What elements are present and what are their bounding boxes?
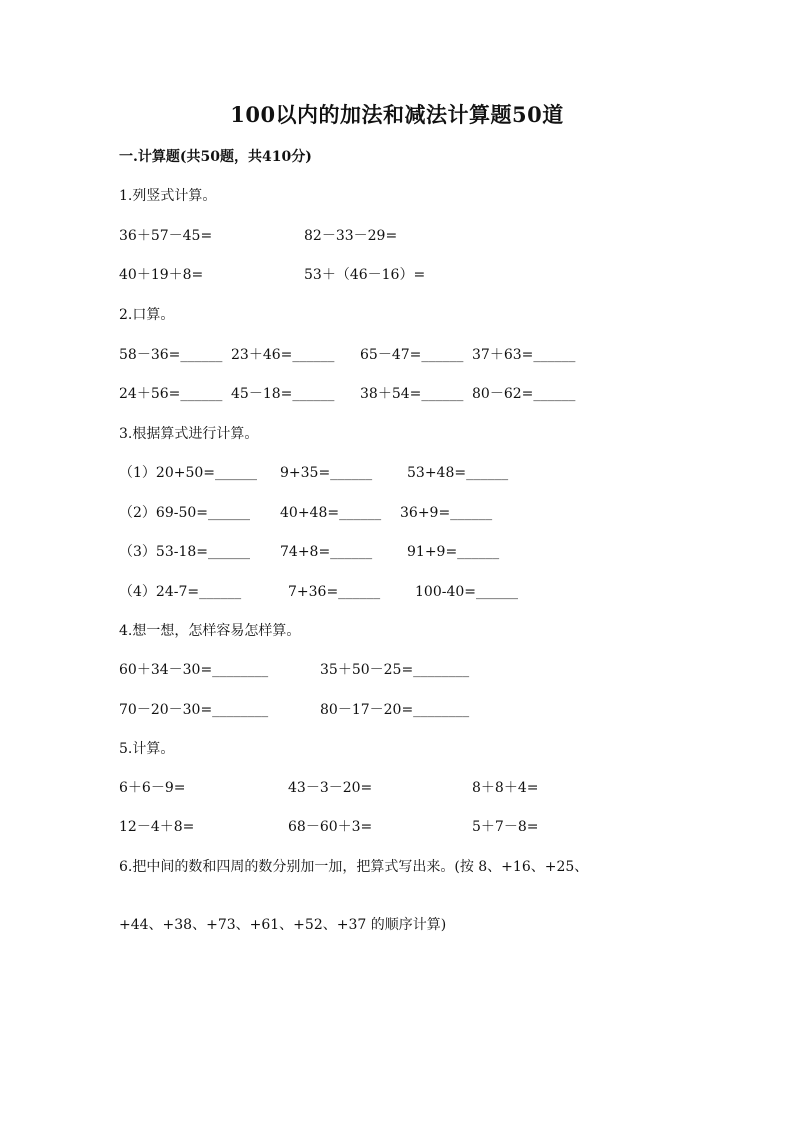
q4-item: 60＋34－30=________ bbox=[119, 662, 269, 678]
q3-item: 91+9=______ bbox=[407, 544, 500, 560]
q2-item: 24＋56=______ bbox=[119, 386, 223, 402]
q2-item: 80－62=______ bbox=[472, 386, 576, 402]
q3-item: 74+8=______ bbox=[280, 544, 373, 560]
q5-item: 8＋8＋4= bbox=[472, 780, 539, 796]
q1-item: 53＋（46－16）= bbox=[304, 267, 426, 283]
q1-item: 36＋57－45= bbox=[119, 228, 213, 244]
question-6-continuation: +44、+38、+73、+61、+52、+37 的顺序计算) bbox=[119, 917, 447, 933]
q2-item: 37＋63=______ bbox=[472, 347, 576, 363]
q5-item: 5＋7－8= bbox=[472, 819, 539, 835]
page-title: 100以内的加法和减法计算题50道 bbox=[230, 102, 564, 127]
q5-item: 6＋6－9= bbox=[119, 780, 186, 796]
q2-item: 38＋54=______ bbox=[360, 386, 464, 402]
question-6-title: 6.把中间的数和四周的数分别加一加，把算式写出来。(按 8、+16、+25、 bbox=[119, 859, 589, 875]
q3-item: （2）69-50=______ bbox=[119, 505, 250, 521]
q3-item: 36+9=______ bbox=[400, 505, 493, 521]
q2-item: 65－47=______ bbox=[360, 347, 464, 363]
q3-item: （1）20+50=______ bbox=[119, 465, 257, 481]
question-2-title: 2.口算。 bbox=[119, 307, 175, 323]
q2-item: 45－18=______ bbox=[231, 386, 335, 402]
q1-item: 40＋19＋8= bbox=[119, 267, 204, 283]
q3-item: 7+36=______ bbox=[288, 584, 381, 600]
q3-item: 100-40=______ bbox=[415, 584, 518, 600]
question-5-title: 5.计算。 bbox=[119, 741, 175, 757]
section-heading: 一.计算题(共50题，共410分) bbox=[119, 149, 312, 165]
q2-item: 58－36=______ bbox=[119, 347, 223, 363]
q3-item: （3）53-18=______ bbox=[119, 544, 250, 560]
q5-item: 43－3－20= bbox=[288, 780, 373, 796]
question-1-title: 1.列竖式计算。 bbox=[119, 188, 217, 204]
q3-item: 9+35=______ bbox=[280, 465, 373, 481]
q3-item: 40+48=______ bbox=[280, 505, 382, 521]
question-4-title: 4.想一想，怎样容易怎样算。 bbox=[119, 623, 301, 639]
q5-item: 12－4＋8= bbox=[119, 819, 195, 835]
q4-item: 70－20－30=________ bbox=[119, 702, 269, 718]
q2-item: 23＋46=______ bbox=[231, 347, 335, 363]
q4-item: 35＋50－25=________ bbox=[320, 662, 470, 678]
q3-item: 53+48=______ bbox=[407, 465, 509, 481]
q1-item: 82－33－29= bbox=[304, 228, 398, 244]
question-3-title: 3.根据算式进行计算。 bbox=[119, 426, 259, 442]
q3-item: （4）24-7=______ bbox=[119, 584, 242, 600]
q5-item: 68－60＋3= bbox=[288, 819, 373, 835]
q4-item: 80－17－20=________ bbox=[320, 702, 470, 718]
